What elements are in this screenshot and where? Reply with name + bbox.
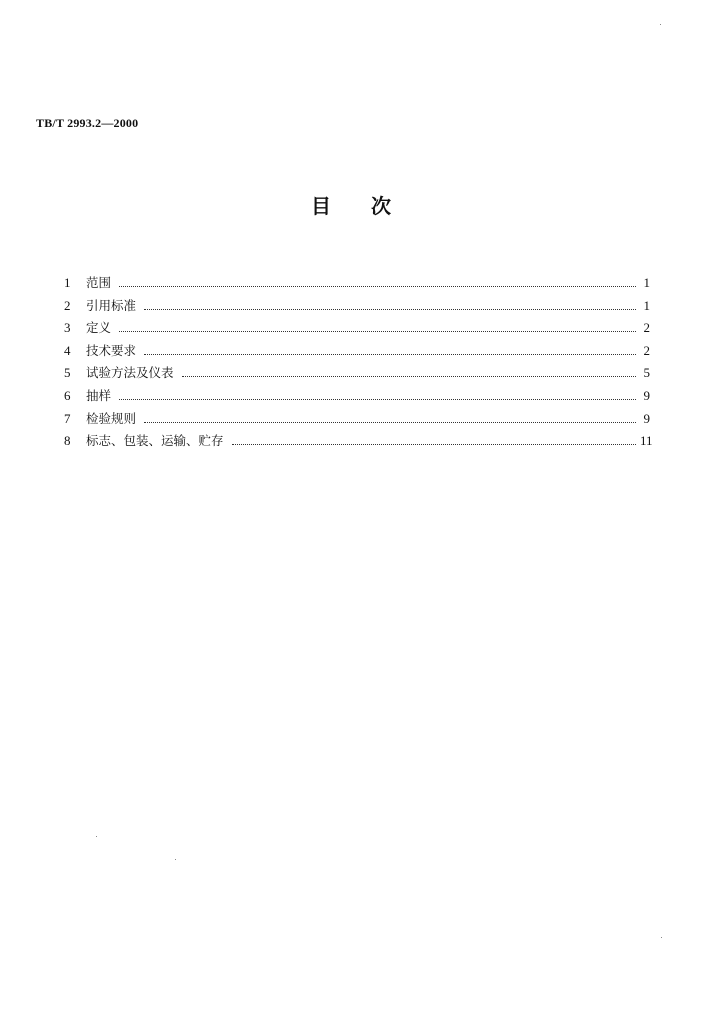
scan-speck <box>661 937 662 938</box>
toc-leader-dots <box>119 330 636 332</box>
toc-entry-number: 7 <box>64 410 71 426</box>
toc-entry-page: 11 <box>640 433 653 449</box>
toc-entry-label: 引用标准 <box>86 297 137 313</box>
toc-entry-page: 9 <box>643 410 650 426</box>
toc-entry[interactable] <box>64 317 650 340</box>
toc-entry[interactable] <box>64 362 650 385</box>
toc-entry[interactable] <box>64 385 650 408</box>
toc-entry-page: 2 <box>643 320 650 336</box>
toc-entry[interactable] <box>64 408 650 431</box>
scan-speck <box>660 24 661 25</box>
toc-entry[interactable] <box>64 295 650 318</box>
toc-leader-dots <box>182 375 636 377</box>
toc-entry-label: 范围 <box>86 275 112 290</box>
table-of-contents <box>64 272 653 453</box>
scan-speck <box>96 836 97 837</box>
toc-entry-number: 8 <box>64 433 71 449</box>
toc-entry[interactable] <box>64 340 650 363</box>
toc-leader-dots <box>144 421 636 423</box>
toc-leader-dots <box>119 285 636 287</box>
page-title: 目次 <box>311 194 431 218</box>
toc-leader-dots <box>144 353 636 355</box>
toc-entry-page: 5 <box>643 365 650 381</box>
toc-entry-page: 2 <box>643 342 650 358</box>
toc-entry-number: 3 <box>64 320 71 336</box>
toc-entry-label: 技术要求 <box>86 342 137 358</box>
toc-entry-label: 标志、包装、运输、贮存 <box>86 433 224 449</box>
toc-leader-dots <box>119 398 636 400</box>
toc-entry-label: 试验方法及仪表 <box>86 365 174 381</box>
toc-entry-number: 2 <box>64 297 71 313</box>
toc-entry[interactable] <box>64 272 650 295</box>
toc-entry-number: 6 <box>64 387 71 403</box>
toc-entry-page: 1 <box>643 297 650 313</box>
toc-entry-label: 检验规则 <box>86 410 137 426</box>
document-code: TB/T 2993.2—2000 <box>36 116 139 130</box>
toc-leader-dots <box>232 443 636 445</box>
toc-entry-number: 4 <box>64 342 71 358</box>
toc-entry[interactable] <box>64 430 653 453</box>
toc-entry-page: 9 <box>643 387 650 403</box>
scan-speck <box>175 859 176 860</box>
toc-entry-label: 抽样 <box>86 387 112 403</box>
toc-entry-number: 1 <box>64 275 71 290</box>
toc-entry-label: 定义 <box>86 320 112 336</box>
toc-entry-page: 1 <box>643 275 650 290</box>
toc-leader-dots <box>144 308 636 310</box>
toc-entry-number: 5 <box>64 365 71 381</box>
